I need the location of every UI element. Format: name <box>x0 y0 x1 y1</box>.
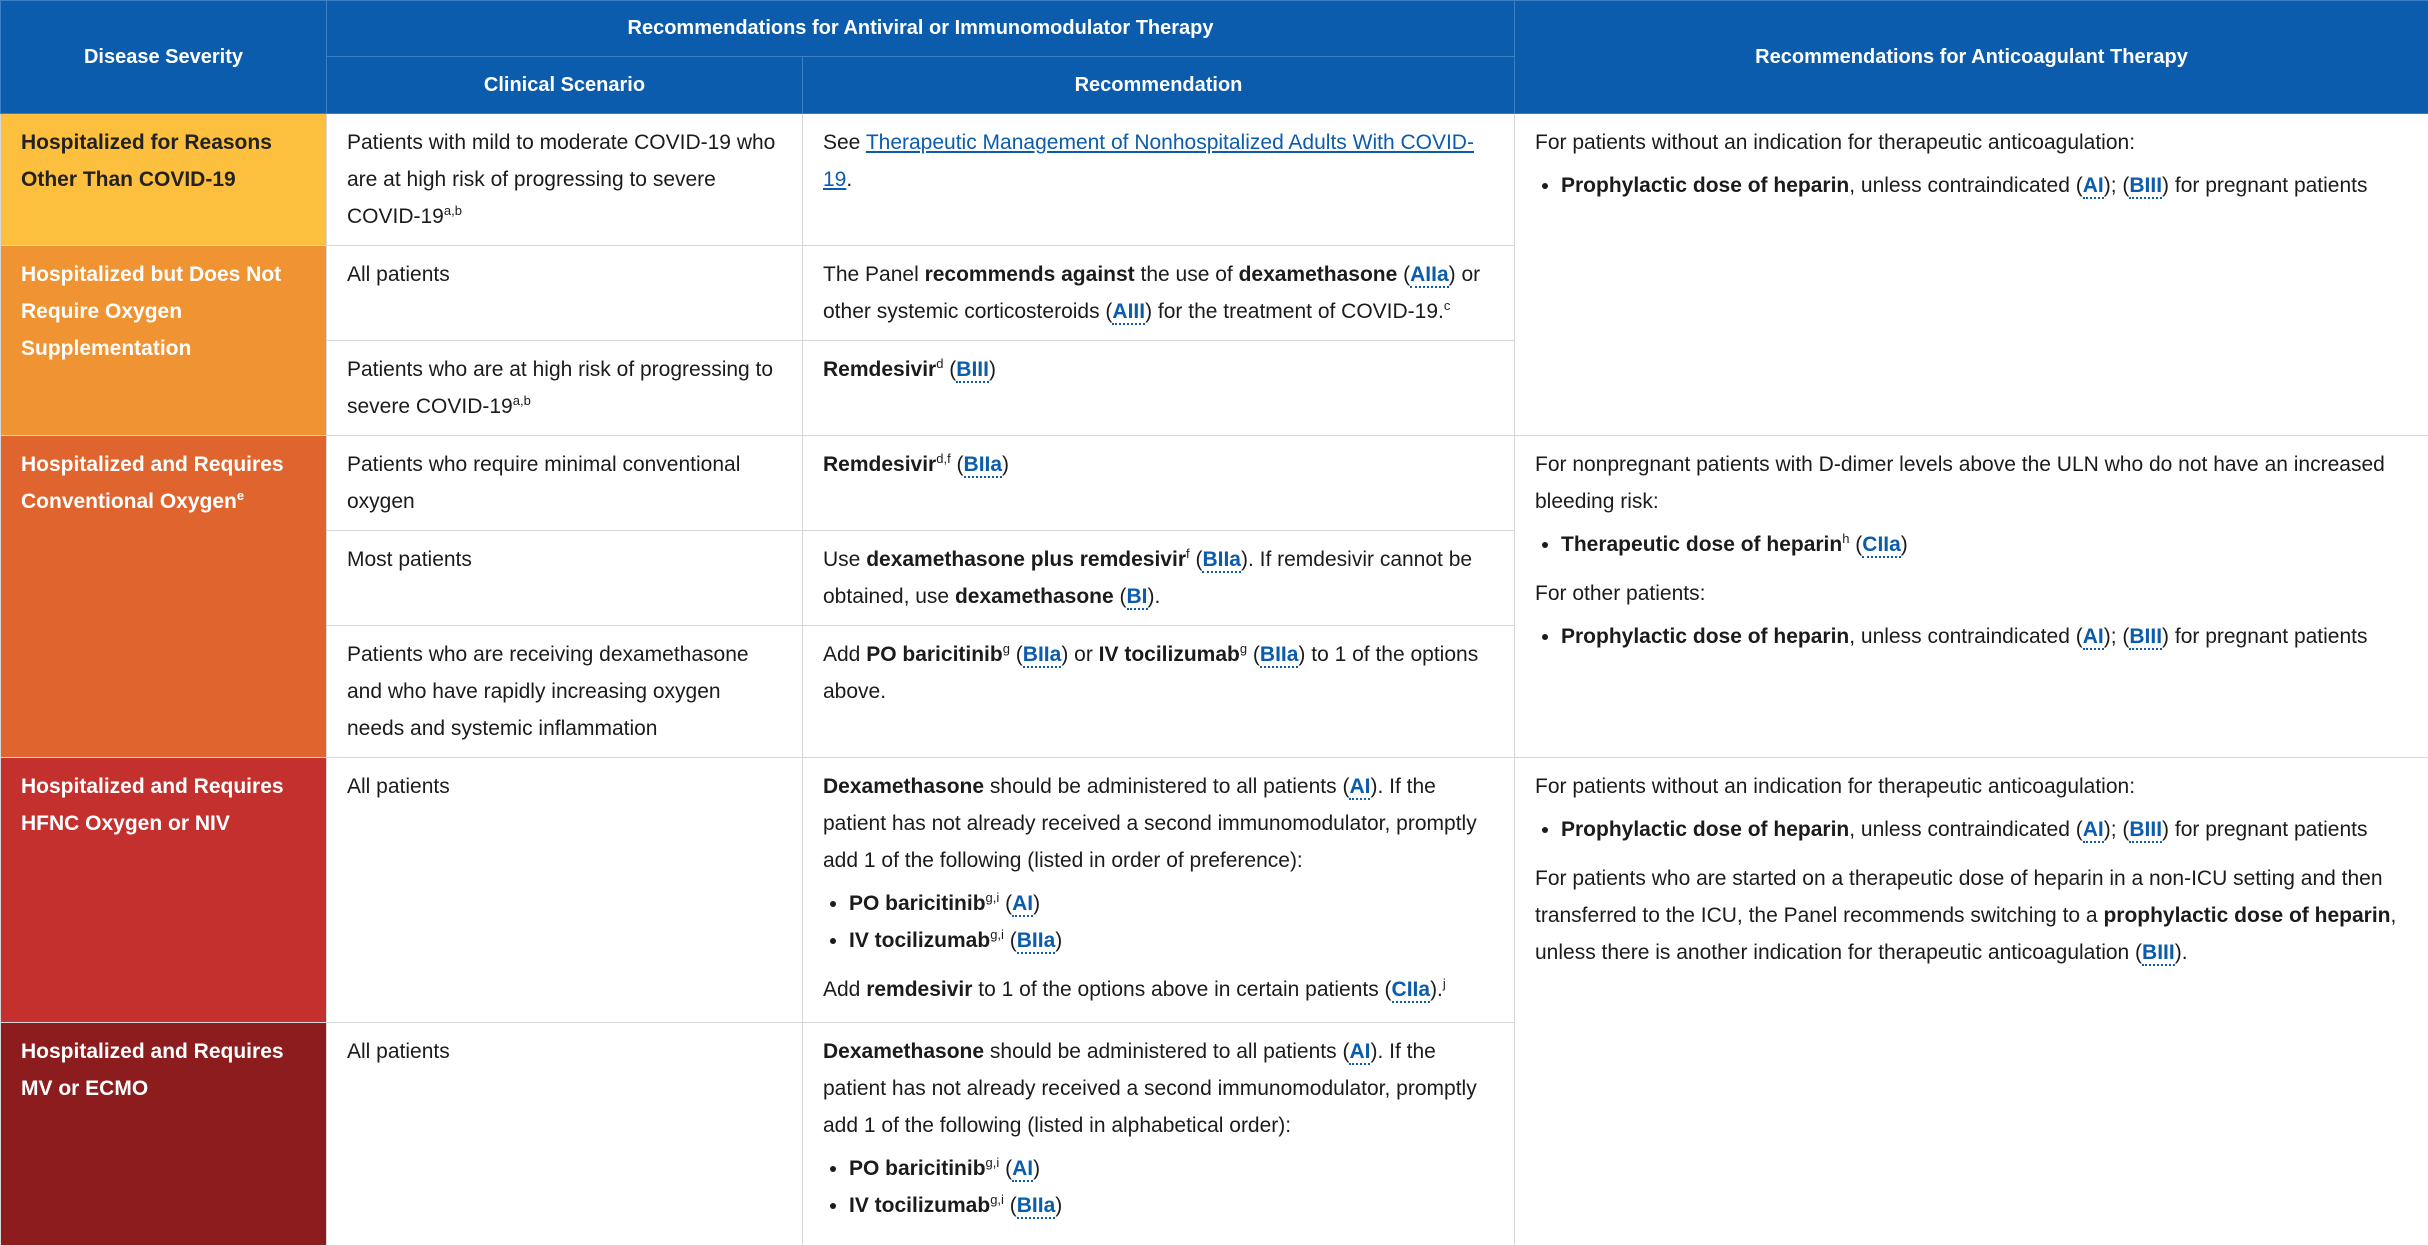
table-row <box>1 758 2428 1023</box>
severity-cell: Hospitalized and Requires MV or ECMO <box>1 1023 327 1246</box>
severity-cell: Hospitalized for Reasons Other Than COVID-19 <box>1 114 327 246</box>
anticoag-list <box>1535 811 2408 848</box>
severity-cell: Hospitalized and Requires Conventional Oxygen$^e$ <box>1 436 327 758</box>
anticoagulant-cell: For patients without an indication for therapeutic anticoagulation: • Prophylactic dose of heparin, unless contraindicated (AI); (BIII) for pregnant patients For patients who are started on a therapeutic dose of heparin in a non-ICU setting and then transferred to the ICU, the Panel recommends switching to a prophylactic dose of heparin, unless there is another indication for therapeutic anticoagulation (BIII). <box>1515 758 2428 1246</box>
evidence-rating-link[interactable]: AI <box>2083 818 2104 843</box>
scenario-cell: All patients <box>327 1023 803 1246</box>
evidence-rating-link[interactable]: AI <box>1012 1157 1033 1182</box>
scenario-cell: Patients who are receiving dexamethasone and who have rapidly increasing oxygen needs and systemic inflammation <box>327 626 803 758</box>
header-recommendation: Recommendation <box>803 57 1515 114</box>
evidence-rating-link[interactable]: AI <box>1012 892 1033 917</box>
nonhospitalized-link[interactable]: Therapeutic Management of Nonhospitalized Adults With COVID-19 <box>823 131 1474 191</box>
anticoagulant-cell: For nonpregnant patients with D-dimer levels above the ULN who do not have an increased bleeding risk: • Therapeutic dose of heparin$^h$ (CIIa) For other patients: • Prophylactic dose of heparin, unless contraindicated (AI); (BIII) for pregnant patients <box>1515 436 2428 758</box>
list-item: • Prophylactic dose of heparin, unless contraindicated (AI); (BIII) for pregnant patients <box>1561 811 2408 848</box>
header-anticoagulant: Recommendations for Anticoagulant Therapy <box>1515 1 2428 114</box>
list-item: • IV tocilizumab$^{g,i}$ (BIIa) <box>849 922 1494 959</box>
anticoag-list <box>1535 618 2408 655</box>
evidence-rating-link[interactable]: AIII <box>1112 300 1145 325</box>
recommendation-cell: Use dexamethasone plus remdesivir$^f$ (BIIa). If remdesivir cannot be obtained, use dexamethasone (BI). <box>803 531 1515 626</box>
scenario-cell: Most patients <box>327 531 803 626</box>
header-clinical-scenario: Clinical Scenario <box>327 57 803 114</box>
header-antiviral-group: Recommendations for Antiviral or Immunomodulator Therapy <box>327 1 1515 57</box>
recommendation-cell: Remdesivir$^{d,f}$ (BIIa) <box>803 436 1515 531</box>
evidence-rating-link[interactable]: AIIa <box>1410 263 1449 288</box>
list-item: • Prophylactic dose of heparin, unless contraindicated (AI); (BIII) for pregnant patients <box>1561 618 2408 655</box>
evidence-rating-link[interactable]: BIIa <box>1202 548 1241 573</box>
scenario-cell: Patients with mild to moderate COVID-19 who are at high risk of progressing to severe COVID-19$^{a,b}$ <box>327 114 803 246</box>
evidence-rating-link[interactable]: BIII <box>2129 625 2162 650</box>
evidence-rating-link[interactable]: AI <box>2083 625 2104 650</box>
list-item: • Therapeutic dose of heparin$^h$ (CIIa) <box>1561 526 2408 563</box>
recommendation-cell: Add PO baricitinib$^g$ (BIIa) or IV tocilizumab$^g$ (BIIa) to 1 of the options above. <box>803 626 1515 758</box>
list-item: • PO baricitinib$^{g,i}$ (AI) <box>849 885 1494 922</box>
recommendation-cell: Remdesivir$^d$ (BIII) <box>803 341 1515 436</box>
evidence-rating-link[interactable]: BIIa <box>1023 643 1062 668</box>
recommendation-cell: See Therapeutic Management of Nonhospitalized Adults With COVID-19. <box>803 114 1515 246</box>
evidence-rating-link[interactable]: CIIa <box>1392 978 1431 1003</box>
scenario-cell: All patients <box>327 758 803 1023</box>
anticoagulant-cell: For patients without an indication for therapeutic anticoagulation: • Prophylactic dose of heparin, unless contraindicated (AI); (BIII) for pregnant patients <box>1515 114 2428 436</box>
evidence-rating-link[interactable]: BIII <box>956 358 989 383</box>
anticoag-list <box>1535 167 2408 204</box>
severity-cell: Hospitalized and Requires HFNC Oxygen or NIV <box>1 758 327 1023</box>
scenario-cell: All patients <box>327 246 803 341</box>
recommendation-cell: Dexamethasone should be administered to all patients (AI). If the patient has not already received a second immunomodulator, promptly add 1 of the following (listed in order of preference): • PO baricitinib$^{g,i}$ (AI) • IV tocilizumab$^{g,i}$ (BIIa) Add remdesivir to 1 of the options above in certain patients (CIIa).$^j$ <box>803 758 1515 1023</box>
evidence-rating-link[interactable]: BIIa <box>1017 1194 1056 1219</box>
evidence-rating-link[interactable]: AI <box>1349 775 1370 800</box>
evidence-rating-link[interactable]: CIIa <box>1862 533 1901 558</box>
evidence-rating-link[interactable]: BIII <box>2129 818 2162 843</box>
table-row <box>1 436 2428 531</box>
header-disease-severity: Disease Severity <box>1 1 327 114</box>
evidence-rating-link[interactable]: BI <box>1127 585 1148 610</box>
table-row <box>1 114 2428 246</box>
anticoag-list <box>1535 526 2408 563</box>
evidence-rating-link[interactable]: AI <box>1349 1040 1370 1065</box>
immunomodulator-list <box>823 885 1494 959</box>
scenario-cell: Patients who require minimal conventional oxygen <box>327 436 803 531</box>
severity-cell: Hospitalized but Does Not Require Oxygen Supplementation <box>1 246 327 436</box>
list-item: • IV tocilizumab$^{g,i}$ (BIIa) <box>849 1187 1494 1224</box>
evidence-rating-link[interactable]: BIIa <box>1260 643 1299 668</box>
recommendation-cell: Dexamethasone should be administered to all patients (AI). If the patient has not already received a second immunomodulator, promptly add 1 of the following (listed in alphabetical order): • PO baricitinib$^{g,i}$ (AI) • IV tocilizumab$^{g,i}$ (BIIa) <box>803 1023 1515 1246</box>
immunomodulator-list <box>823 1150 1494 1224</box>
evidence-rating-link[interactable]: BIII <box>2142 941 2175 966</box>
evidence-rating-link[interactable]: BIII <box>2129 174 2162 199</box>
evidence-rating-link[interactable]: BIIa <box>1017 929 1056 954</box>
evidence-rating-link[interactable]: BIIa <box>964 453 1003 478</box>
list-item: • PO baricitinib$^{g,i}$ (AI) <box>849 1150 1494 1187</box>
recommendation-cell: The Panel recommends against the use of dexamethasone (AIIa) or other systemic corticosteroids (AIII) for the treatment of COVID-19.$^c$ <box>803 246 1515 341</box>
scenario-cell: Patients who are at high risk of progressing to severe COVID-19$^{a,b}$ <box>327 341 803 436</box>
list-item: • Prophylactic dose of heparin, unless contraindicated (AI); (BIII) for pregnant patients <box>1561 167 2408 204</box>
evidence-rating-link[interactable]: AI <box>2083 174 2104 199</box>
